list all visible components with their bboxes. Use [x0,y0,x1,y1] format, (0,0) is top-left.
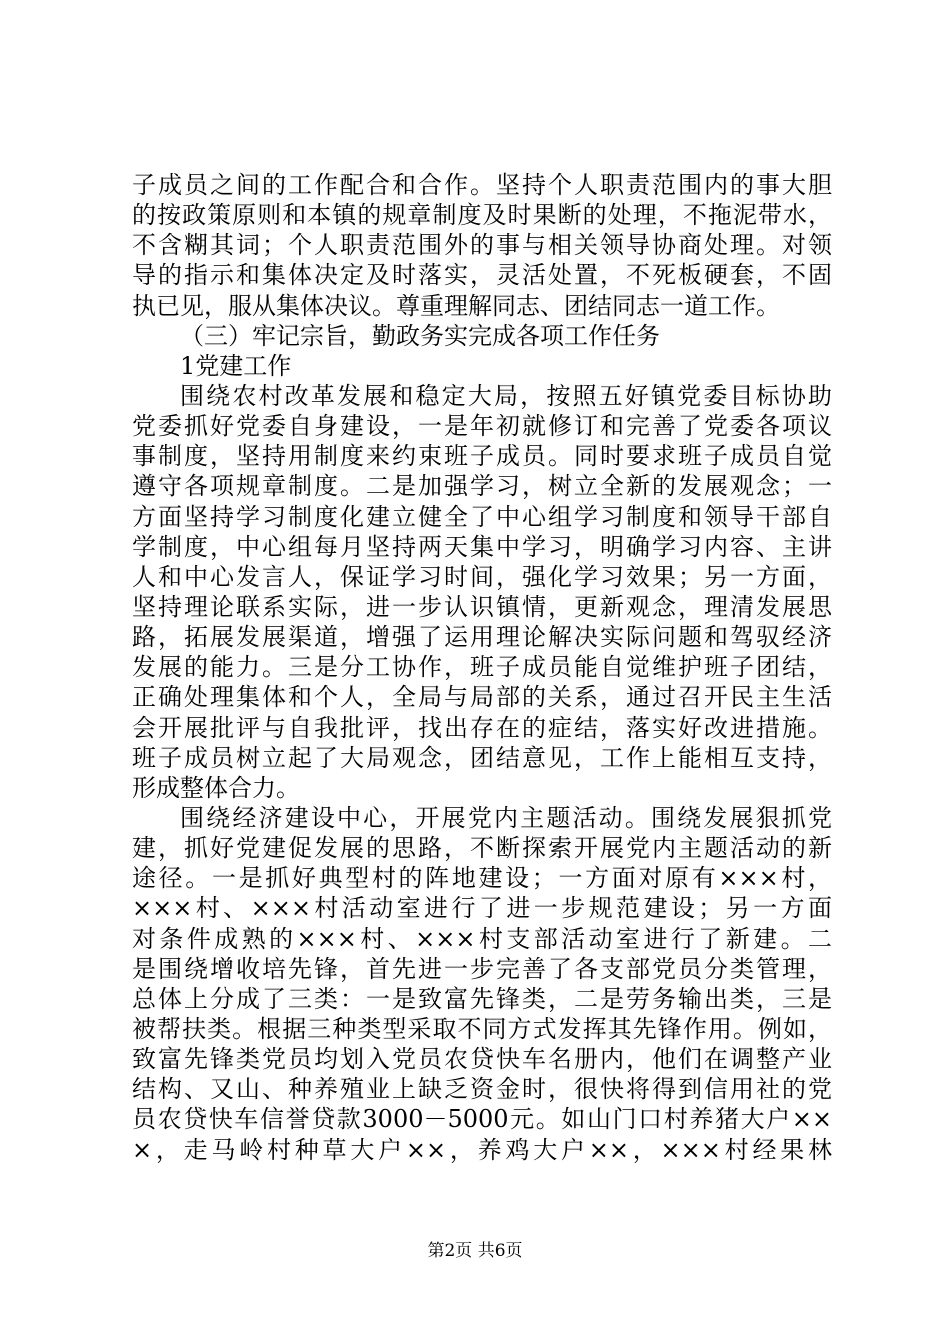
text-line: 途径。一是抓好典型村的阵地建设；一方面对原有×××村， [132,864,832,893]
text-line: 的按政策原则和本镇的规章制度及时果断的处理，不拖泥带水， [132,201,832,230]
text-line: 员农贷快车信誉贷款3000－5000元。如山门口村养猪大户×× [132,1105,832,1134]
text-line: 坚持理论联系实际，进一步认识镇情，更新观念，理清发展思 [132,592,832,621]
text-line: 方面坚持学习制度化建立健全了中心组学习制度和领导干部自 [132,502,832,531]
document-body [132,170,832,1165]
text-line: 班子成员树立起了大局观念，团结意见，工作上能相互支持， [132,743,832,772]
text-line: （三）牢记宗旨，勤政务实完成各项工作任务 [180,321,660,350]
text-line: 围绕经济建设中心，开展党内主题活动。围绕发展狠抓党 [180,803,832,832]
text-line: 事制度，坚持用制度来约束班子成员。同时要求班子成员自觉 [132,442,832,471]
text-line: 建，抓好党建促发展的思路，不断探索开展党内主题活动的新 [132,834,832,863]
text-line: 会开展批评与自我批评，找出存在的症结，落实好改进措施。 [132,713,832,742]
text-line: 总体上分成了三类：一是致富先锋类，二是劳务输出类，三是 [132,984,832,1013]
text-line: 正确处理集体和个人，全局与局部的关系，通过召开民主生活 [132,683,832,712]
text-line: 人和中心发言人，保证学习时间，强化学习效果；另一方面， [132,562,832,591]
text-line: ×，走马岭村种草大户××，养鸡大户××，×××村经果林 [132,1135,832,1164]
text-line: 形成整体合力。 [132,773,300,802]
text-line: 子成员之间的工作配合和合作。坚持个人职责范围内的事大胆 [132,171,832,199]
text-line: 不含糊其词；个人职责范围外的事与相关领导协商处理。对领 [132,231,832,260]
text-line: ×××村、×××村活动室进行了进一步规范建设；另一方面 [132,894,832,923]
text-line: 党委抓好党委自身建设，一是年初就修订和完善了党委各项议 [132,412,832,441]
text-line: 是围绕增收培先锋，首先进一步完善了各支部党员分类管理， [132,954,832,983]
text-line: 导的指示和集体决定及时落实，灵活处置，不死板硬套，不固 [132,261,832,290]
text-line: 发展的能力。三是分工协作，班子成员能自觉维护班子团结， [132,653,832,682]
text-line: 围绕农村改革发展和稳定大局，按照五好镇党委目标协助 [180,381,832,410]
text-line: 1党建工作 [180,351,292,380]
page-footer: 第2页 共6页 [427,1241,523,1261]
text-line: 路，拓展发展渠道，增强了运用理论解决实际问题和驾驭经济 [132,623,832,652]
text-line: 被帮扶类。根据三种类型采取不同方式发挥其先锋作用。例如， [132,1014,832,1043]
text-line: 致富先锋类党员均划入党员农贷快车名册内，他们在调整产业 [132,1045,832,1074]
text-line: 遵守各项规章制度。二是加强学习，树立全新的发展观念；一 [132,472,832,501]
text-line: 执已见，服从集体决议。尊重理解同志、团结同志一道工作。 [132,291,780,320]
text-line: 结构、又山、种养殖业上缺乏资金时，很快将得到信用社的党 [132,1075,832,1104]
text-line: 对条件成熟的×××村、×××村支部活动室进行了新建。二 [132,924,832,953]
text-line: 学制度，中心组每月坚持两天集中学习，明确学习内容、主讲 [132,532,832,561]
